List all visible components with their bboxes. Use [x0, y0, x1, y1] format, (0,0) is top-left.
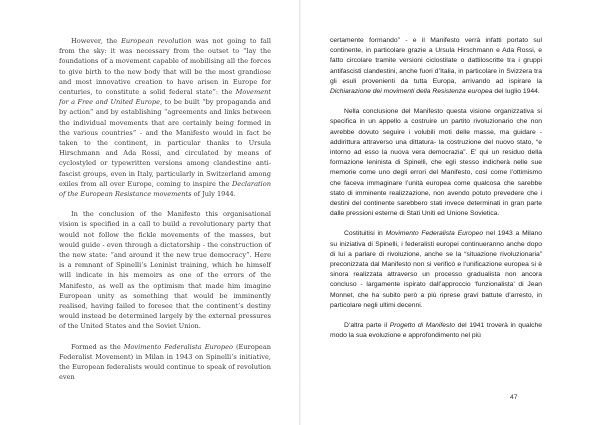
segment: Formed as the	[71, 342, 124, 351]
segment-italic: Movement for a Free and United Europe	[59, 88, 271, 107]
right-paragraph-1	[330, 36, 542, 97]
segment-italic: European revolution	[121, 37, 192, 45]
left-paragraph-2	[59, 209, 271, 331]
segment: D’altra parte il	[344, 322, 390, 330]
segment-italic: Progetto di Manifesto	[389, 322, 455, 330]
segment: However, the	[71, 37, 122, 45]
segment-italic: Movimento Federalista Europeo	[123, 342, 233, 351]
segment: , to be built “by propaganda and by action” and by establishing “agreements and links between the individual movements that are certainly being formed in the various countries” - and the Manifesto would in fact be taken to the continent, in particular thanks to Ursula Hirschmann and Ada Rossi, and circulated by means of cyclostyled or typewritten versions among clandestine anti-fascist groups, even in Italy, particularly in Switzerland among exiles from all over Europe, coming to inspire the	[59, 98, 271, 188]
segment: of July 1944.	[191, 190, 236, 199]
left-page-column	[59, 36, 271, 383]
segment-italic: Declaration of the European Resistance movements	[59, 179, 271, 199]
segment: nel 1943 a Milano su iniziativa di Spinelli, i federalisti europei continueranno anche dopo di lui a parlare di rivoluzione, anche se la “situazione rivoluzionaria” preconizzata dal Manifesto non si verificò e l’unificazione europea si è sinora realizzata attraverso un processo gradualista non ancora concluso - largamente ispirato dall’approccio ‘funzionalista’ di Jean Monnet, che ha subito però a più riprese gravi battute d’arresto, in particolare negli ultimi decenni.	[330, 230, 542, 309]
page-number: 47	[510, 394, 518, 401]
right-paragraph-3	[330, 229, 542, 311]
segment: Costituitisi in	[344, 230, 386, 238]
segment: In the conclusion of the Manifesto this organisational vision is specified in a call to build a revolutionary party that would not follow the fickle movements of the masses, but would guide - even through a dictatorship - the construction of the new state: “and around it the new true democracy”. Here is a remnant of Spinelli’s Leninist training, which he himself will indicate in his memoirs as one of the errors of the Manifesto, as well as the optimism that made him imagine European unity as something that would be imminently realised, having failed to foresee that the continent’s destiny would instead be determined largely by the external pressures of the United States and the Soviet Union.	[59, 210, 271, 331]
segment: was not going to fall from the sky: it was necessary from the outset to “lay the foundations of a movement capable of mobilising all the forces to give birth to the new body that will be the most grandiose and most innovative creation to have arisen in Europe for centuries, to constitute a solid federal state”: the	[59, 37, 271, 97]
segment: (European Federalist Movement) in Milan in 1943 on Spinelli’s initiative, the European federalists would continue to speak of revolution even	[59, 342, 271, 382]
left-paragraph-1	[59, 36, 271, 199]
segment-italic: Dichiarazione dei movimenti della Resistenza europea	[330, 88, 493, 96]
segment: del 1941 troverà in qualche modo la sua evoluzione e approfondimento nel più	[330, 322, 542, 340]
right-page-column	[330, 36, 542, 341]
left-paragraph-3	[59, 342, 271, 383]
segment-italic: Movimento Federalista Europeo	[385, 230, 484, 238]
segment: certamente formando” - e il Manifesto verrà infatti portato sul continente, in particolare grazie a Ursula Hirschmann e Ada Rossi, e fatto circolare tramite versioni ciclostilate o dattiloscritte tra i gruppi antifascisti clandestini, anche fuori d’Italia, in particolare in Svizzera tra gli esuli provenienti da tutta Europa, arrivando ad ispirare la	[330, 37, 542, 85]
book-gutter	[299, 0, 301, 425]
right-paragraph-2	[330, 107, 542, 219]
segment: Nella conclusione del Manifesto questa visione organizzativa si specifica in un appello a costruire un partito rivoluzionario che non avrebbe dovuto seguire i volubili moti delle masse, ma guidare - addirittura attraverso una dittatura- la costruzione del nuovo stato, “e intorno ad esso la nuova vera democrazia”. E’ qui un residuo della formazione leninista di Spinelli, che egli stesso indicherà nelle sue memorie come uno degli errori del Manifesto, così come l’ottimismo che faceva immaginare l’unità europea come qualcosa che sarebbe stato di imminente realizzazione, non avendo potuto prevedere che i destini del continente sarebbero stati invece determinati in gran parte dalle pressioni esterne di Stati Uniti ed Unione Sovietica.	[330, 108, 542, 218]
segment: del luglio 1944.	[492, 88, 540, 96]
right-paragraph-4	[330, 321, 542, 341]
